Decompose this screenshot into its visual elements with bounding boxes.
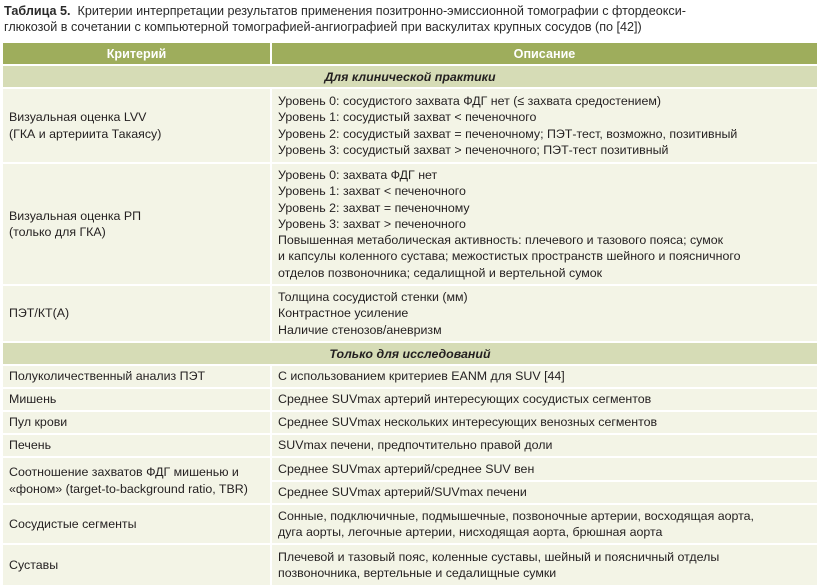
- criterion-line: (ГКА и артериита Такаясу): [9, 126, 162, 141]
- header-description: Описание: [272, 43, 817, 64]
- criterion-cell: [3, 89, 270, 162]
- criterion-line: (только для ГКА): [9, 225, 106, 239]
- criterion-cell: [3, 286, 270, 341]
- caption-label: Таблица 5.: [4, 4, 71, 18]
- criterion-cell: Мишень: [3, 389, 270, 410]
- criterion-cell: Сосудистые сегменты: [3, 505, 270, 543]
- table-row-joints: [3, 545, 817, 585]
- table-row-lvv: [3, 89, 817, 162]
- description-cell: [272, 164, 817, 284]
- table-caption: [4, 3, 814, 35]
- description-line: Контрастное усиление: [278, 306, 409, 321]
- description-line: Толщина сосудистой стенки (мм): [278, 290, 468, 305]
- description-line: Уровень 3: сосудистый захват > печеночного; ПЭТ-тест позитивный: [278, 142, 669, 157]
- criterion-cell: [3, 164, 270, 284]
- description-cell: [272, 286, 817, 341]
- description-cell: [272, 505, 817, 543]
- description-line: Сонные, подключичные, подмышечные, позвоночные артерии, восходящая аорта,: [278, 508, 754, 523]
- description-cell: Среднее SUVmax артерий интересующих сосудистых сегментов: [272, 389, 817, 410]
- caption-text-1: Критерии интерпретации результатов применения позитронно-эмиссионной томографии с фтордеокси-: [77, 4, 686, 18]
- criterion-line: Соотношение захватов ФДГ мишенью и: [9, 465, 239, 480]
- description-cell: Среднее SUVmax артерий/среднее SUV вен: [272, 458, 817, 480]
- section-title-research: Только для исследований: [3, 343, 817, 364]
- description-line: и капсулы коленного сустава; межостистых пространств шейного и поясничного: [278, 249, 741, 264]
- criterion-line: Визуальная оценка РП: [9, 208, 142, 223]
- criterion-cell: Суставы: [3, 545, 270, 585]
- description-cell: Среднее SUVmax артерий/SUVmax печени: [272, 482, 817, 503]
- description-cell: [272, 89, 817, 162]
- criterion-line: «фоном» (target-to-background ratio, TBR): [9, 481, 248, 496]
- table-row-petct: [3, 286, 817, 341]
- section-row-research: [3, 343, 817, 364]
- table-row-segments: [3, 505, 817, 543]
- section-row-clinical: [3, 66, 817, 87]
- caption-text-2: глюкозой в сочетании с компьютерной томографией-ангиографией при васкулитах крупных сосудов (по [42]): [4, 20, 642, 34]
- description-line: Уровень 0: сосудистого захвата ФДГ нет (≤ захвата средостением): [278, 93, 662, 108]
- description-line: Уровень 0: захвата ФДГ нет: [278, 167, 438, 182]
- description-line: Повышенная метаболическая активность: плечевого и тазового пояса; сумок: [278, 233, 724, 248]
- description-line: Уровень 2: захват = печеночному: [278, 200, 470, 215]
- description-line: отделов позвоночника; седалищной и вертельной сумок: [278, 265, 603, 280]
- table-row-tbr: [3, 458, 817, 503]
- description-line: Уровень 1: захват < печеночного: [278, 184, 466, 199]
- table-row-rp: [3, 164, 817, 284]
- description-line: позвоночника, вертельные и седалищные сумки: [278, 566, 557, 580]
- criterion-cell: Полуколичественный анализ ПЭТ: [3, 366, 270, 387]
- criterion-cell: [3, 458, 270, 503]
- header-criterion: Критерий: [3, 43, 270, 64]
- criterion-cell: Печень: [3, 435, 270, 456]
- criterion-line: Визуальная оценка LVV: [9, 110, 147, 125]
- table-header-row: [3, 43, 817, 64]
- description-line: Наличие стенозов/аневризм: [278, 322, 442, 337]
- table-row-target: [3, 389, 817, 410]
- criterion-line: ПЭТ/КТ(А): [9, 306, 70, 321]
- description-cell: [272, 545, 817, 585]
- table-row-semi: [3, 366, 817, 387]
- description-line: Уровень 2: сосудистый захват = печеночному; ПЭТ-тест, возможно, позитивный: [278, 126, 738, 141]
- description-cell: SUVmax печени, предпочтительно правой доли: [272, 435, 817, 456]
- description-line: Уровень 1: сосудистый захват < печеночного: [278, 110, 537, 125]
- description-line: дуга аорты, легочные артерии, нисходящая аорта, брюшная аорта: [278, 525, 663, 539]
- description-cell: Среднее SUVmax нескольких интересующих венозных сегментов: [272, 412, 817, 433]
- section-title-clinical: Для клинической практики: [3, 66, 817, 87]
- table-row-liver: [3, 435, 817, 456]
- description-cell: С использованием критериев EANM для SUV [44]: [272, 366, 817, 387]
- description-line: Уровень 3: захват > печеночного: [278, 216, 466, 231]
- table-row-blood: [3, 412, 817, 433]
- description-line: Плечевой и тазовый пояс, коленные суставы, шейный и поясничный отделы: [278, 549, 720, 564]
- caption-line-1: [4, 3, 814, 19]
- criterion-cell: Пул крови: [3, 412, 270, 433]
